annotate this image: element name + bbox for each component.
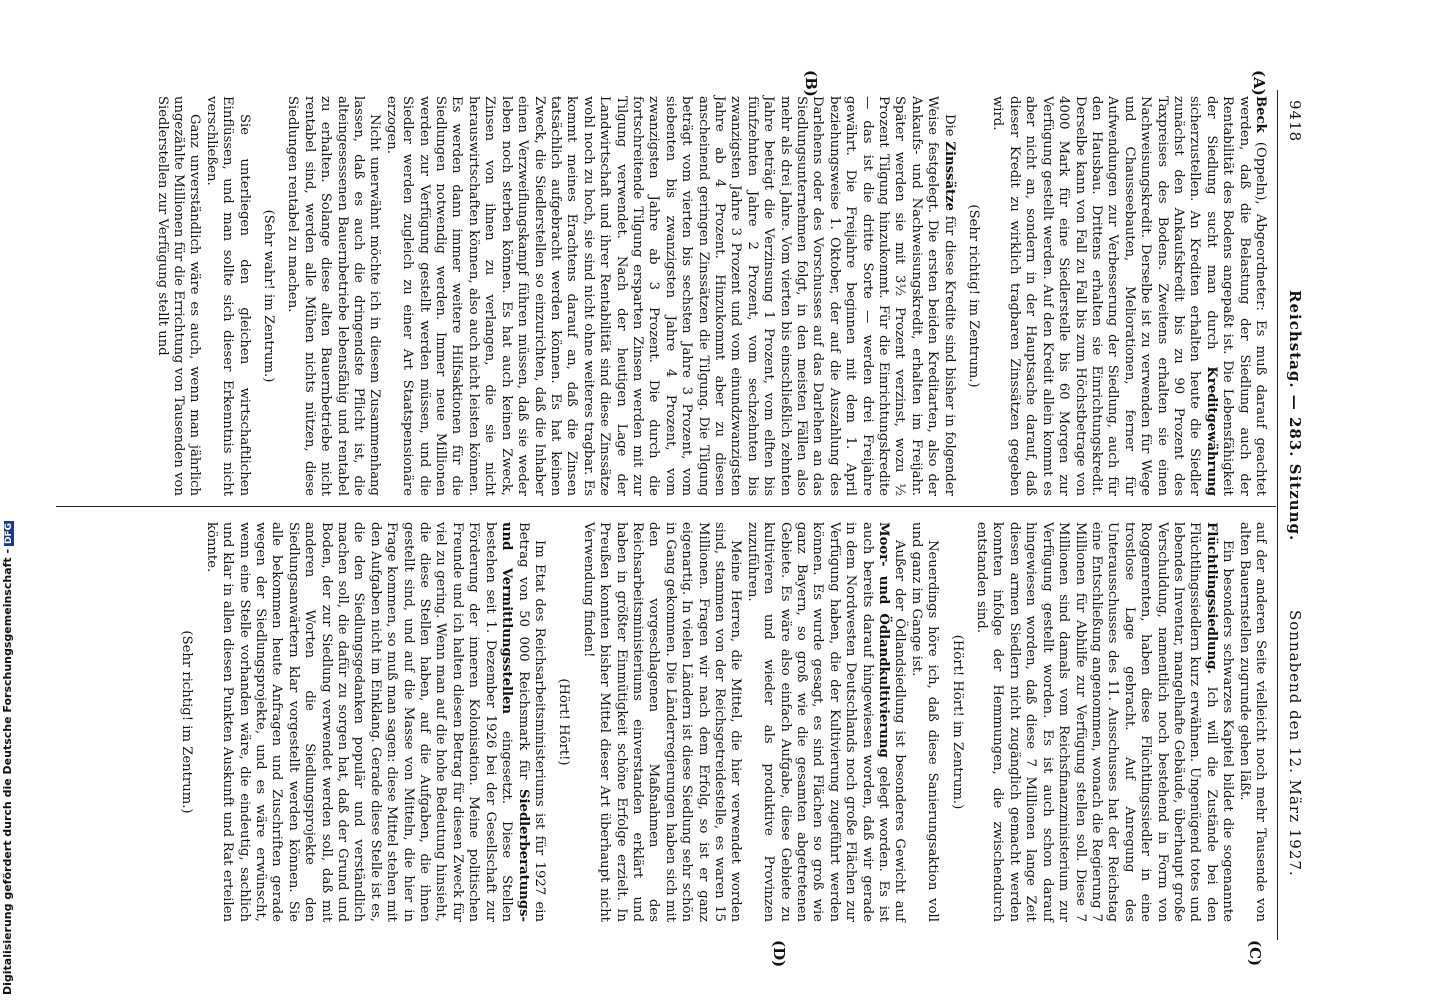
paragraph: Meine Herren, die Mittel, die hier verwendet worden sind, stammen von der Reichsgetreidestelle, es waren 15 Millionen. Fragen wir nach dem Erfolg, so ist er ganz eigenartig. In vielen Ländern ist diese Siedlung sehr schön in Gang gekommen. Die Länderregierungen haben sich mit den vorgeschlagenen Maßnahmen des Reichsarbeitsministeriums einverstanden erklärt und haben in größter Einmütigkeit schöne Erfolge erzielt. In Preußen konnten bisher Mittel dieser Art überhaupt nicht Verwendung finden!	[580, 522, 744, 922]
session-date: Sonnabend den 12. März 1927.	[1286, 610, 1304, 877]
paragraph: Sie unterliegen den gleichen wirtschaftlichen Einflüssen, und man sollte sich dieser Erkenntnis nicht verschließen.	[203, 96, 252, 496]
paragraph: Ganz unverständlich wäre es auch, wenn man jährlich ungezählte Millionen für die Errichtung von Tausenden von Siedlerstellen zur Verfügung stellt und	[154, 96, 203, 496]
paragraph: Im Etat des Reichsarbeitsministeriums ist für 1927 ein Betrag von 50 000 Reichsmark für Siedlerberatungs- und Vermittlungsstellen eingesetzt. Diese Stellen bestehen seit 1. Dezember 1926 bei der Gesellschaft zur Förderung der inneren Kolonisation. Meine politischen Freunde und ich halten diesen Betrag für diesen Zweck für viel zu gering. Wenn man auf die hohe Bedeutung hinsieht, die diese Stellen haben, auf die Aufgaben, die ihnen gestellt sind, und auf die Masse von Mitteln, die hier in Frage kommen, so muß man sagen: diese Mittel stehen mit den Aufgaben nicht im Einklang. Gerade diese Stelle ist es, die den Siedlungsgedanken populär und verständlich machen soll, die dafür zu sorgen hat, daß der Grund und Boden, der zur Siedlung verwendet werden soll, daß mit anderen Worten die Siedlungsprojekte den Siedlungsanwärtern klar vorgestellt werden können. Sie alle bekommen heute Anfragen und Zuschriften gerade wegen der Siedlungsprojekte, und es wäre erwünscht, wenn eine Stelle vorhanden wäre, die eindeutig, sachlich und klar in allen diesen Punkten Auskunft und Rat erteilen könnte.	[203, 522, 547, 922]
margin-mark-d: (D)	[770, 940, 788, 968]
header-rule	[1277, 90, 1278, 940]
interjection: (Hört! Hört! im Zentrum.)	[949, 634, 965, 810]
page-number: 9418	[1286, 100, 1304, 143]
dfg-logo: DFG	[4, 522, 14, 544]
paragraph: Beck (Oppeln), Abgeordneter: Es muß darauf geachtet werden, daß die Belastung der Siedlung auch der Rentabilität des Bodens angepaßt ist. Die Lebensfähigkeit der Siedlung sucht man durch Kreditgewährung sicherzustellen. An Krediten erhalten heute die Siedler zunächst den Ankaufskredit bis zu 90 Prozent des Taxpreises des Bodens. Zweitens erhalten sie einen Nachweisungskredit. Derselbe ist zu verwenden für Wege und Chausseebauten, Meliorationen, ferner für Aufwendungen zur Verbesserung der Siedlung, auch für den Hausbau. Drittens erhalten sie Einrichtungskredit. Derselbe kann von Fall zu Fall bis zum Höchstbetrage von 4000 Mark für eine Siedlerstelle bis 60 Morgen zur Verfügung gestellt werden. Auf den Kredit allein kommt es aber nicht an, sondern in der Hauptsache darauf, daß dieser Kredit zu wirklich tragbaren Zinssätzen gegeben wird.	[990, 96, 1268, 496]
paragraph: auf der anderen Seite vielleicht noch mehr Tausende von alten Bauernstellen zugrunde gehen läßt.	[1236, 522, 1268, 922]
interjection: (Sehr richtig! im Zentrum.)	[179, 630, 195, 814]
paragraph: Ein besonders schwarzes Kapitel bildet die sogenannte Flüchtlingssiedlung. Ich will die Zustände bei den Flüchtlingssiedlern kurz erwähnen. Ungenügend totes und lebendes Inventar, mangelhafte Gebäude, überhaupt große Verschuldung, namentlich noch bestehend in Form von Roggenrenten, haben diese Flüchtlingssiedler in eine trostlose Lage gebracht. Auf Anregung des Unterausschusses des 11. Ausschusses hat der Reichstag eine Entschließung angenommen, wonach die Regierung 7 Millionen für Abhilfe zur Verfügung stellen soll. Diese 7 Millionen sind damals vom Reichsfinanzministerium zur Verfügung gestellt worden. Es ist auch schon darauf hingewiesen worden, daß diese 7 Millionen lange Zeit diesen armen Siedlern nicht zugänglich gemacht werden konnten infolge der Hemmungen, die zwischendurch entstanden sind.	[974, 522, 1236, 922]
digitization-credit	[1, 522, 15, 995]
column-divider	[56, 506, 1276, 507]
left-column	[153, 96, 1268, 496]
interjection: (Sehr wahr! im Zentrum.)	[261, 209, 277, 383]
session-title: Reichstag. — 283. Sitzung.	[1286, 290, 1304, 542]
paragraph: Nicht unerwähnt möchte ich in diesem Zusammenhang lassen, daß es auch die dringendste Pflicht ist, die alteingesessenen Bauernbetriebe lebensfähig und rentabel zu erhalten. Solange diese alten Bauernbetriebe nicht rentabel sind, werden alle Mühen nichts nützen, diese Siedlungen rentabel zu machen.	[285, 96, 383, 496]
interjection: (Sehr richtig! im Zentrum.)	[966, 204, 982, 388]
paragraph: Neuerdings höre ich, daß diese Sanierungsaktion voll und ganz im Gange ist.	[908, 522, 941, 922]
paragraph: Die Zinssätze für diese Kredite sind bisher in folgender Weise festgelegt. Die ersten beiden Kreditarten, also der Ankaufs- und Nachweisungskredit, erhalten im Freijahr. Später werden sie mit 3½ Prozent verzinst, wozu ½ Prozent Tilgung hinzukommt. Für die Einrichtungskredite — das ist die dritte Sorte — werden drei Freijahre gewährt. Die Freijahre beginnen mit dem 1. April beziehungsweise 1. Oktober, der auf die Auszahlung des Darlehens oder des Vorschusses auf das Darlehen an das Siedlungsunternehmen folgt, in den meisten Fällen also mehr als drei Jahre. Vom vierten bis einschließlich zehnten Jahre beträgt die Verzinsung 1 Prozent, vom elften bis fünfzehnten Jahre 2 Prozent, vom sechzehnten bis zwanzigsten Jahre 3 Prozent und vom einundzwanzigsten Jahre ab 4 Prozent. Hinzukommt aber zu diesen anscheinend geringen Zinssätzen die Tilgung. Die Tilgung beträgt vom vierten bis sechsten Jahre 3 Prozent, vom siebenten bis zwanzigsten Jahre 4 Prozent, vom zwanzigsten Jahre ab 3 Prozent. Die durch die fortschreitende Tilgung ersparten Zinsen werden mit zur Tilgung verwendet. Nach der heutigen Lage der Landwirtschaft und ihrer Rentabilität sind diese Zinssätze wohl noch zu hoch, sie sind nicht ohne weiteres tragbar. Es kommt meines Erachtens darauf an, daß die Zinsen tatsächlich aufgebracht werden können. Es hat keinen Zweck, die Siedlerstellen so einzurichten, daß die Inhaber einen Verzweiflungskampf führen müssen, daß sie weder leben noch sterben können. Es hat auch keinen Zweck, Zinsen von ihnen zu verlangen, die sie nicht herauswirtschaften können, also auch nicht leisten können. Es werden dann immer weitere Hilfsaktionen für die Siedlungen notwendig werden. Immer neue Millionen werden zur Verfügung gestellt werden müssen, und die Siedler werden zugleich zu einer Art Staatspensionäre erzogen.	[383, 96, 957, 496]
speaker-name: Beck	[1253, 96, 1268, 133]
margin-mark-c: (C)	[1246, 940, 1264, 967]
margin-mark-a: (A)	[1250, 70, 1268, 96]
page-header	[1278, 90, 1304, 940]
paragraph: Außer der Ödlandsiedlung ist besonderes Gewicht auf Moor- und Ödlandkultivierung gelegt worden. Es ist auch bereits darauf hingewiesen worden, daß wir gerade in dem Nordwesten Deutschlands noch große Flächen zur Verfügung haben, die der Kultivierung zugeführt werden können. Es wurde gesagt, es sind Flächen so groß wie ganz Bayern, so groß wie die gesamten abgetretenen Gebiete. Es wäre also einfach Aufgabe, diese Gebiete zu kultivieren und wieder als produktive Provinzen zuzuführen.	[744, 522, 908, 923]
interjection: (Hört! Hört!)	[556, 678, 572, 766]
right-column	[170, 522, 1268, 922]
margin-mark-b: (B)	[802, 70, 820, 97]
speaker-party: (Oppeln), Abgeordneter:	[1253, 141, 1268, 311]
credit-text: Digitalisierung gefördert durch die Deutsche Forschungsgemeinschaft -	[1, 548, 14, 995]
